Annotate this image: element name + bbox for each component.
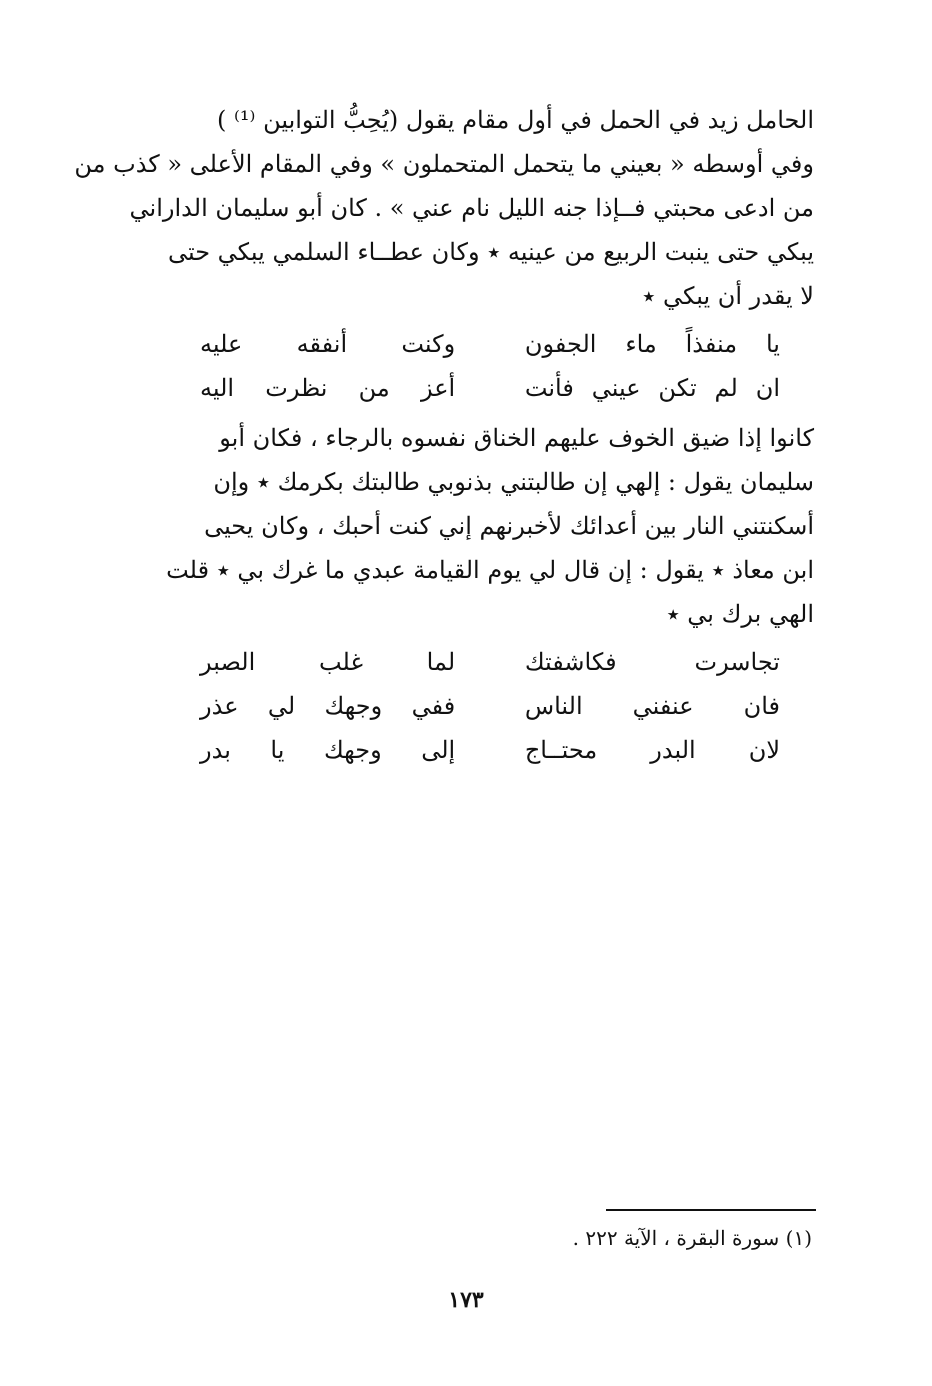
first-hemistich: ان لم تكن عيني فأنت (524, 374, 780, 402)
paragraph-line: ابن معاذ ٭ يقول : إن قال لي يوم القيامة عبدي ما غرك بي ٭ قلت (166, 556, 814, 584)
paragraph-line: كانوا إذا ضيق الخوف عليهم الخناق نفسوه بالرجاء ، فكان أبو (219, 424, 814, 452)
paragraph-line: الحامل زيد في الحمل في أول مقام يقول (يُحِبُّ التوابين ⁽¹⁾ ) (217, 106, 814, 134)
poem-verse (200, 366, 780, 410)
second-hemistich: لما غلب الصبر (200, 648, 456, 676)
poem-verse (200, 322, 780, 366)
first-hemistich: يا منفذاً ماء الجفون (524, 330, 780, 358)
paragraph-line: يبكي حتى ينبت الربيع من عينيه ٭ وكان عطــاء السلمي يبكي حتى (167, 238, 814, 266)
paragraph-1 (74, 98, 814, 318)
paragraph-line: الهي برك بي ٭ (666, 600, 814, 628)
paragraph-line: أسكنتني النار بين أعدائك لأخبرنهم إني كنت أحبك ، وكان يحيى (204, 512, 814, 540)
second-hemistich: إلى وجهك يا بدر (200, 736, 456, 764)
footnote-divider (606, 1209, 816, 1211)
footnote: (١) سورة البقرة ، الآية ٢٢٢ . (572, 1226, 812, 1250)
paragraph-line: لا يقدر أن يبكي ٭ (642, 282, 814, 310)
first-hemistich: لان البدر محتــاج (524, 736, 780, 764)
poem-verse (200, 728, 780, 772)
poem-verse (200, 684, 780, 728)
first-hemistich: فان عنفني الناس (524, 692, 780, 720)
paragraph-line: وفي أوسطه « بعيني ما يتحمل المتحملون » وفي المقام الأعلى « كذب من (74, 150, 814, 178)
paragraph-line: من ادعى محبتي فــإذا جنه الليل نام عني » . كان أبو سليمان الداراني (129, 194, 814, 222)
poem-verse (200, 640, 780, 684)
paragraph-2 (166, 416, 814, 636)
second-hemistich: ففي وجهك لي عذر (200, 692, 456, 720)
paragraph-line: سليمان يقول : إلهي إن طالبتني بذنوبي طالبتك بكرمك ٭ وإن (213, 468, 814, 496)
second-hemistich: وكنت أنفقه عليه (200, 330, 456, 358)
poem-2 (200, 640, 780, 772)
first-hemistich: تجاسرت فكاشفتك (524, 648, 780, 676)
page-number: ١٧٣ (448, 1287, 484, 1313)
second-hemistich: أعز من نظرت اليه (200, 374, 456, 402)
poem-1 (200, 322, 780, 410)
